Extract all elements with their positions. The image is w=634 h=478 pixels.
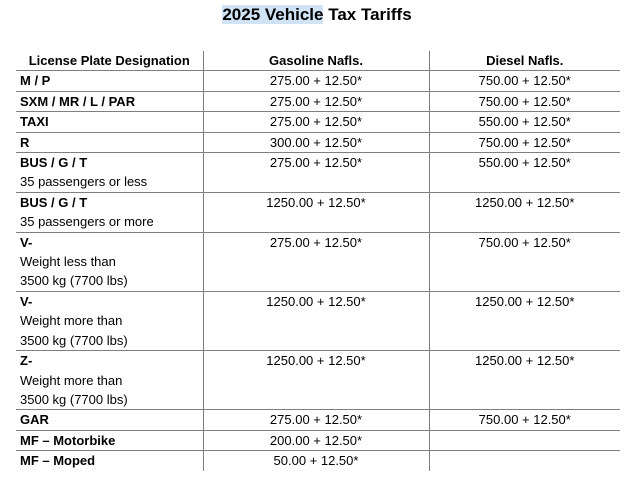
diesel-tariff: 1250.00 + 12.50* (429, 291, 620, 350)
table-row (16, 112, 620, 132)
plate-designation: M / P (20, 73, 51, 89)
designation-cell (16, 153, 203, 193)
plate-designation: MF – Moped (20, 453, 96, 469)
gasoline-tariff: 275.00 + 12.50* (203, 71, 429, 91)
gasoline-tariff: 275.00 + 12.50* (203, 91, 429, 111)
header-gasoline: Gasoline Nafls. (203, 51, 429, 71)
table-row (16, 351, 620, 410)
table-row (16, 153, 620, 193)
plate-designation: SXM / MR / L / PAR (20, 93, 136, 109)
designation-cell (16, 410, 203, 430)
plate-designation: V- (20, 234, 33, 250)
designation-note: 3500 kg (7700 lbs) (20, 391, 128, 407)
designation-note: 35 passengers or more (20, 214, 154, 230)
designation-cell (16, 71, 203, 91)
designation-cell (16, 430, 203, 450)
table-row (16, 430, 620, 450)
designation-note: 3500 kg (7700 lbs) (20, 332, 128, 348)
designation-note: Weight less than (20, 254, 116, 270)
diesel-tariff (429, 451, 620, 471)
plate-designation: V- (20, 293, 33, 309)
title-rest: Tax Tariffs (323, 5, 412, 24)
table-row (16, 91, 620, 111)
gasoline-tariff: 200.00 + 12.50* (203, 430, 429, 450)
plate-designation: BUS / G / T (20, 155, 88, 171)
designation-cell (16, 91, 203, 111)
table-row (16, 410, 620, 430)
tariff-table-body (16, 71, 620, 471)
diesel-tariff: 1250.00 + 12.50* (429, 192, 620, 232)
diesel-tariff: 750.00 + 12.50* (429, 71, 620, 91)
gasoline-tariff: 275.00 + 12.50* (203, 153, 429, 193)
gasoline-tariff: 300.00 + 12.50* (203, 132, 429, 152)
gasoline-tariff: 1250.00 + 12.50* (203, 351, 429, 410)
header-diesel: Diesel Nafls. (429, 51, 620, 71)
gasoline-tariff: 275.00 + 12.50* (203, 410, 429, 430)
plate-designation: BUS / G / T (20, 194, 88, 210)
table-row (16, 192, 620, 232)
diesel-tariff: 750.00 + 12.50* (429, 91, 620, 111)
table-header-row (16, 51, 620, 71)
table-row (16, 132, 620, 152)
header-designation: License Plate Designation (16, 51, 203, 71)
tariff-table (16, 51, 620, 471)
designation-cell (16, 232, 203, 291)
title-highlighted: 2025 Vehicle (222, 5, 324, 24)
page-title (0, 3, 634, 27)
diesel-tariff: 550.00 + 12.50* (429, 153, 620, 193)
gasoline-tariff: 275.00 + 12.50* (203, 232, 429, 291)
plate-designation: R (20, 134, 30, 150)
designation-note: 3500 kg (7700 lbs) (20, 273, 128, 289)
plate-designation: Z- (20, 353, 33, 369)
gasoline-tariff: 1250.00 + 12.50* (203, 192, 429, 232)
table-row (16, 451, 620, 471)
diesel-tariff: 750.00 + 12.50* (429, 232, 620, 291)
gasoline-tariff: 50.00 + 12.50* (203, 451, 429, 471)
table-row (16, 71, 620, 91)
diesel-tariff: 750.00 + 12.50* (429, 410, 620, 430)
designation-note: Weight more than (20, 313, 123, 329)
diesel-tariff: 1250.00 + 12.50* (429, 351, 620, 410)
plate-designation: TAXI (20, 114, 49, 130)
gasoline-tariff: 275.00 + 12.50* (203, 112, 429, 132)
gasoline-tariff: 1250.00 + 12.50* (203, 291, 429, 350)
diesel-tariff (429, 430, 620, 450)
table-row (16, 232, 620, 291)
designation-note: Weight more than (20, 372, 123, 388)
designation-cell (16, 451, 203, 471)
designation-cell (16, 192, 203, 232)
designation-cell (16, 112, 203, 132)
designation-note: 35 passengers or less (20, 174, 148, 190)
diesel-tariff: 550.00 + 12.50* (429, 112, 620, 132)
designation-cell (16, 132, 203, 152)
designation-cell (16, 291, 203, 350)
designation-cell (16, 351, 203, 410)
diesel-tariff: 750.00 + 12.50* (429, 132, 620, 152)
plate-designation: MF – Motorbike (20, 432, 116, 448)
plate-designation: GAR (20, 412, 49, 428)
table-row (16, 291, 620, 350)
